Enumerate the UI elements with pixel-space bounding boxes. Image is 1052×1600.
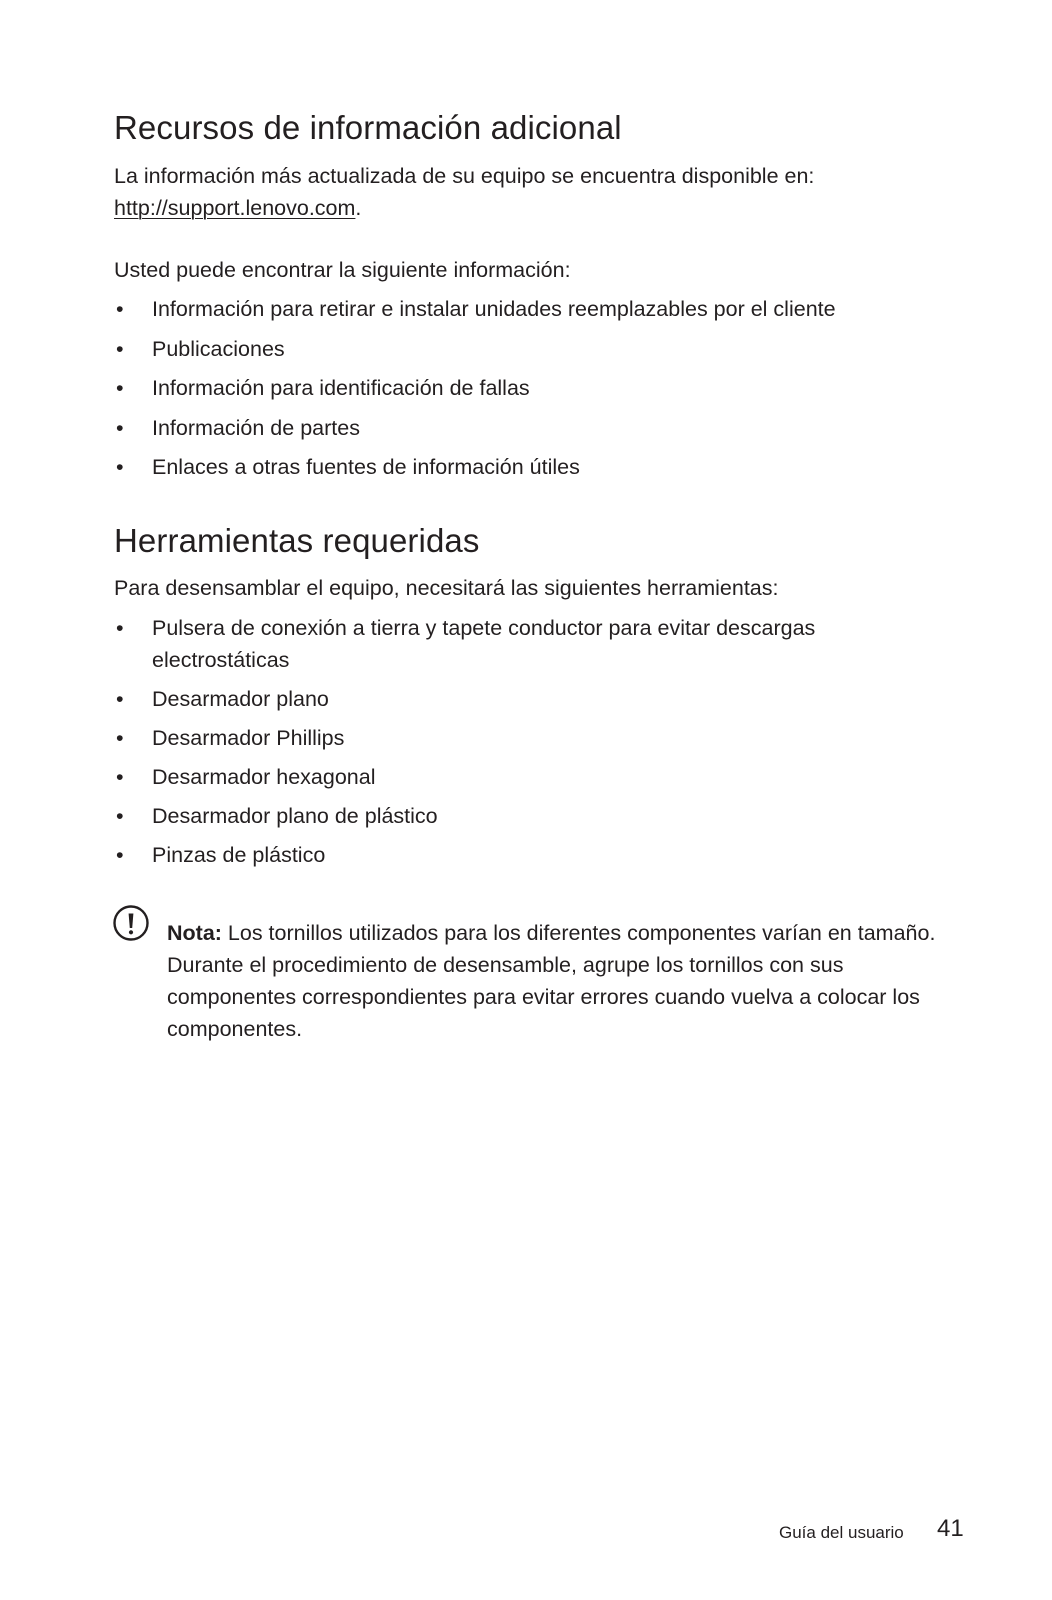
- list-item: [114, 800, 934, 832]
- list-item-text: Desarmador plano: [152, 687, 329, 711]
- list-item: [114, 839, 934, 871]
- bullet: •: [116, 843, 124, 867]
- note-label: Nota:: [167, 921, 222, 945]
- bullet: •: [116, 376, 124, 400]
- list-item: [114, 372, 934, 404]
- section-heading-tools: Herramientas requeridas: [114, 522, 480, 559]
- bullet: •: [116, 616, 124, 640]
- list-item-text: Desarmador plano de plástico: [152, 804, 438, 828]
- section-heading-resources: Recursos de información adicional: [114, 109, 622, 146]
- bullet: •: [116, 297, 124, 321]
- note-text: Los tornillos utilizados para los diferentes componentes varían en tamaño. Durante el procedimiento de desensamble, agrupe los tornillos con sus componentes correspondientes para evitar errores cuando vuelva a colocar los componentes.: [167, 921, 936, 1041]
- list-item-text: Pulsera de conexión a tierra y tapete conductor para evitar descargas electrostáticas: [152, 616, 816, 672]
- bullet: •: [116, 336, 124, 361]
- page-number: 41: [937, 1515, 964, 1542]
- footer-guide-label: Guía del usuario: [779, 1523, 904, 1542]
- list-item: [114, 451, 934, 483]
- intro-paragraph: [114, 160, 934, 224]
- resources-lead: Usted puede encontrar la siguiente información:: [114, 258, 571, 282]
- bullet: •: [116, 415, 124, 440]
- list-item-text: Enlaces a otras fuentes de información útiles: [152, 455, 580, 479]
- list-item-text: Información de partes: [152, 415, 360, 440]
- list-item-text: Desarmador hexagonal: [152, 765, 376, 789]
- list-item-text: Información para retirar e instalar unidades reemplazables por el cliente: [152, 297, 836, 321]
- list-item-text: Pinzas de plástico: [152, 843, 326, 867]
- intro-text: La información más actualizada de su equipo se encuentra disponible en:: [114, 164, 815, 188]
- resources-list: [114, 293, 934, 491]
- bullet: •: [116, 765, 124, 789]
- list-item: [114, 612, 934, 676]
- list-item: [114, 412, 934, 444]
- list-item: [114, 683, 934, 715]
- bullet: •: [116, 455, 124, 479]
- bullet: •: [116, 687, 124, 711]
- list-item-text: Publicaciones: [152, 336, 285, 361]
- bullet: •: [116, 726, 124, 750]
- link-suffix: .: [355, 196, 362, 220]
- list-item: [114, 293, 934, 325]
- tools-lead: Para desensamblar el equipo, necesitará las siguientes herramientas:: [114, 576, 779, 600]
- list-item-text: Información para identificación de fallas: [152, 376, 530, 400]
- support-link[interactable]: http://support.lenovo.com: [114, 196, 356, 220]
- list-item: [114, 761, 934, 793]
- tools-list: [114, 612, 934, 878]
- exclamation-note-icon: [112, 904, 150, 942]
- note-paragraph: [167, 917, 967, 1045]
- list-item: [114, 333, 934, 365]
- list-item: [114, 722, 934, 754]
- list-item-text: Desarmador Phillips: [152, 726, 345, 750]
- bullet: •: [116, 804, 124, 828]
